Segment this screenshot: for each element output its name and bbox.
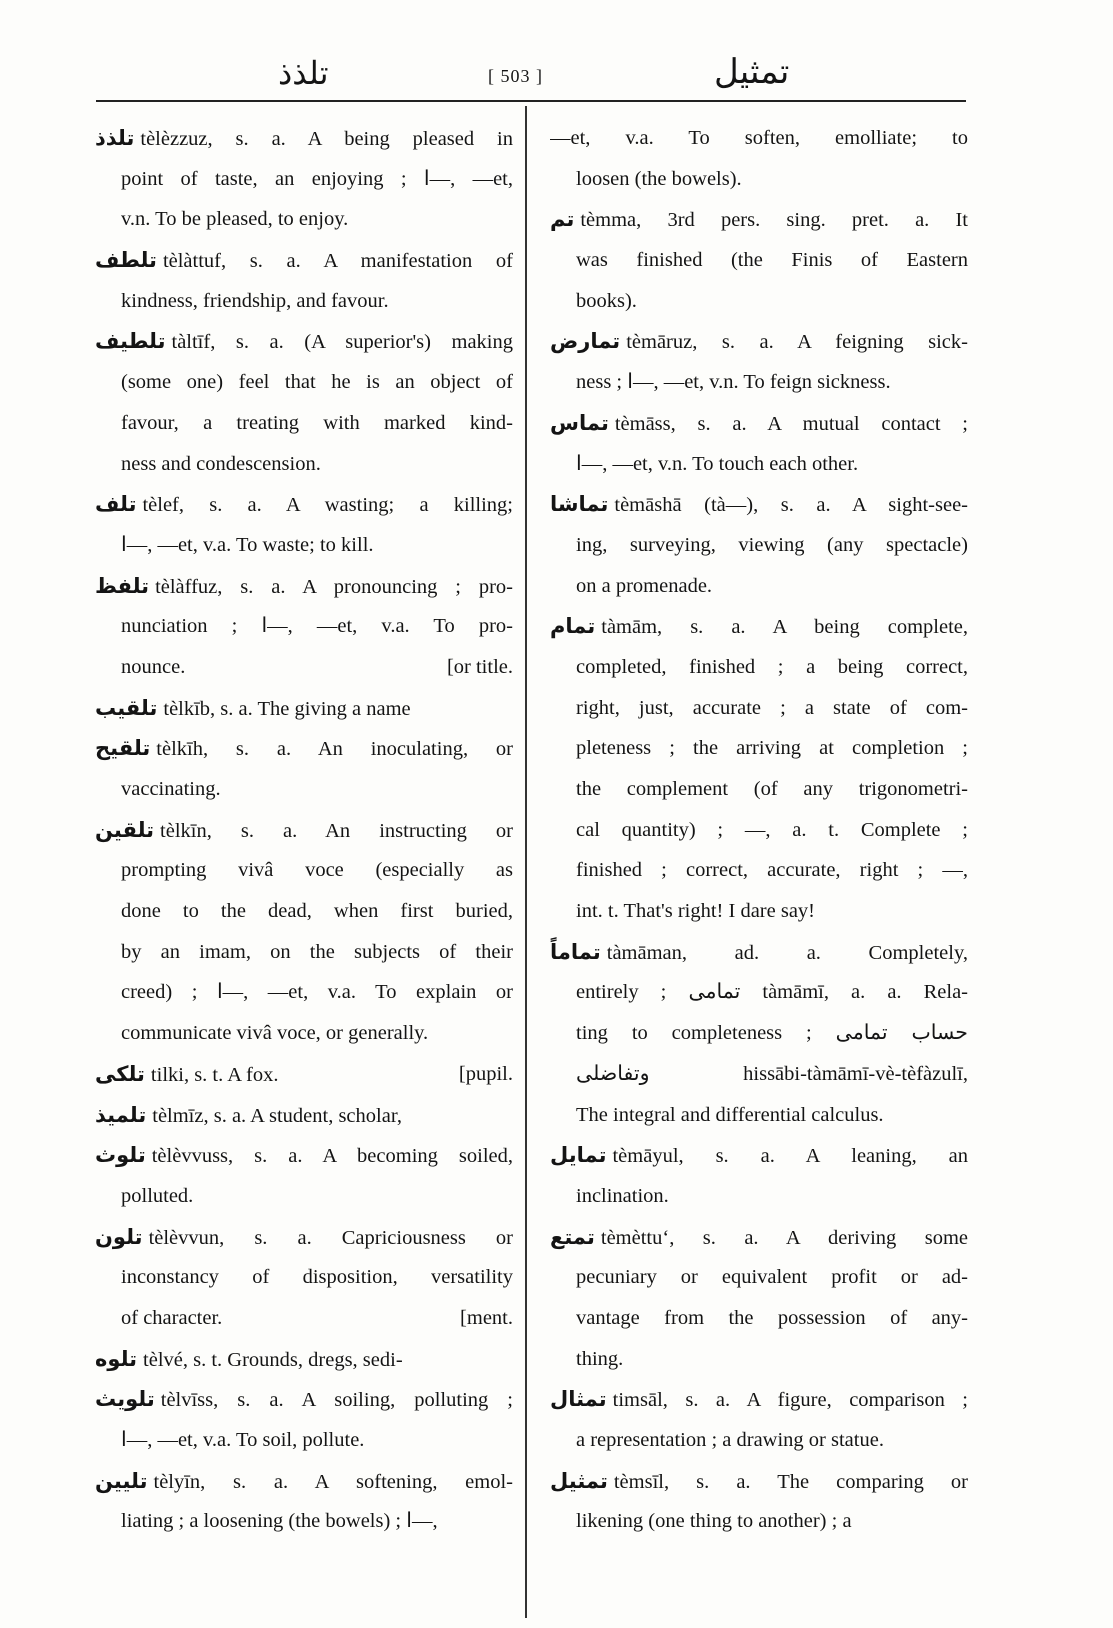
arabic-headword: تلقيح xyxy=(95,736,151,761)
arabic-headword: تلطيف xyxy=(95,329,166,354)
dictionary-entry xyxy=(550,1461,968,1542)
entry-text: tèlvīss, s. a. A soiling, polluting ; xyxy=(160,1389,513,1412)
dictionary-entry xyxy=(95,688,513,729)
entry-first-line xyxy=(550,1135,968,1176)
dictionary-entry xyxy=(95,1054,513,1095)
column-divider xyxy=(525,106,527,1618)
left-column xyxy=(95,118,513,1542)
entry-text: v.n. To be pleased, to enjoy. xyxy=(121,208,349,231)
entry-text: tèlèzzuz, s. a. A being pleased in xyxy=(140,128,513,150)
arabic-headword: تلطف xyxy=(95,248,157,273)
entry-text: pecuniary or equivalent profit or ad- xyxy=(576,1266,968,1289)
entry-text: was finished (the Finis of Eastern xyxy=(576,249,968,272)
right-column xyxy=(550,118,968,1542)
arabic-headword: تلوث xyxy=(95,1143,146,1168)
entry-text: loosen (the bowels). xyxy=(576,167,742,190)
entry-text: ا—, —et, v.n. To touch each other. xyxy=(576,452,859,475)
entry-text: ing, surveying, viewing (any spectacle) xyxy=(576,533,968,556)
arabic-headword: تليين xyxy=(95,1468,148,1493)
entry-text: finished ; correct, accurate, right ; —, xyxy=(576,859,968,882)
header-right-word: تمثيل xyxy=(714,54,790,91)
catchword: [pupil. xyxy=(458,1062,513,1085)
entry-continuation-line xyxy=(95,1013,513,1054)
entry-text: (some one) feel that he is an object of xyxy=(121,371,513,394)
entry-continuation-line xyxy=(95,606,513,647)
catchword: [ment. xyxy=(460,1306,513,1329)
entry-first-line xyxy=(95,1461,513,1502)
entry-text: ness ; ا—, —et, v.n. To feign sickness. xyxy=(576,371,891,394)
entry-continuation-line xyxy=(95,1501,513,1542)
arabic-headword: تلميذ xyxy=(95,1102,147,1127)
entry-continuation-line xyxy=(95,850,513,891)
entry-text: entirely ; تمامى tàmāmī, a. a. Rela- xyxy=(576,981,968,1004)
entry-first-line xyxy=(95,728,513,769)
entry-text: vaccinating. xyxy=(121,778,221,800)
entry-continuation-line xyxy=(550,1298,968,1339)
entry-text: tèlkīh, s. a. An inoculating, or xyxy=(156,738,513,761)
dictionary-entry xyxy=(550,321,968,402)
entry-text: thing. xyxy=(576,1347,624,1370)
entry-first-line xyxy=(550,403,968,444)
arabic-headword: تم xyxy=(550,207,575,232)
entry-text: cal quantity) ; —, a. t. Complete ; xyxy=(576,818,968,841)
entry-continuation-line xyxy=(95,647,513,688)
entry-text: tèmāss, s. a. A mutual contact ; xyxy=(614,412,968,435)
entry-continuation-line xyxy=(95,769,513,810)
arabic-headword: تمتع xyxy=(550,1224,595,1249)
entry-first-line xyxy=(550,321,968,362)
dictionary-entry xyxy=(550,932,968,1135)
dictionary-entry xyxy=(550,484,968,606)
entry-text: —et, v.a. To soften, emolliate; to xyxy=(550,127,968,149)
entry-text: tèmsīl, s. a. The comparing or xyxy=(613,1470,968,1493)
arabic-headword: تلذذ xyxy=(95,126,135,150)
entry-text: by an imam, on the subjects of their xyxy=(121,940,513,963)
entry-continuation-line xyxy=(550,1013,968,1054)
entry-text: on a promenade. xyxy=(576,574,713,597)
arabic-headword: تلقين xyxy=(95,817,155,842)
entry-first-line xyxy=(95,1095,513,1136)
arabic-headword: تماماً xyxy=(550,939,601,964)
entry-text: of character. xyxy=(121,1306,223,1329)
entry-text: tèlàffuz, s. a. A pronouncing ; pro- xyxy=(155,575,513,598)
entry-text: nounce. xyxy=(121,655,186,678)
entry-continuation-line xyxy=(550,810,968,851)
entry-first-line xyxy=(95,118,513,159)
entry-continuation-line xyxy=(550,1339,968,1380)
dictionary-entry xyxy=(95,1135,513,1216)
arabic-headword: تلف xyxy=(95,492,137,517)
entry-text: tèlef, s. a. A wasting; a killing; xyxy=(142,494,513,517)
dictionary-entry xyxy=(95,728,513,809)
arabic-headword: تماس xyxy=(550,410,609,435)
dictionary-entry xyxy=(95,1095,513,1136)
entry-text: tèlàttuf, s. a. A manifestation of xyxy=(162,250,513,273)
dictionary-entry xyxy=(95,1339,513,1380)
entry-text: communicate vivâ voce, or generally. xyxy=(121,1022,429,1045)
arabic-headword: تماشا xyxy=(550,492,609,517)
entry-continuation-line xyxy=(550,240,968,281)
entry-first-line xyxy=(550,118,968,159)
entry-text: ting to completeness ; حساب تمامى xyxy=(576,1022,968,1045)
entry-continuation-line xyxy=(550,281,968,322)
arabic-headword: تلفظ xyxy=(95,573,150,598)
arabic-headword: تلويث xyxy=(95,1387,155,1412)
arabic-headword: تلوه xyxy=(95,1346,138,1371)
entry-text: timsāl, s. a. A figure, comparison ; xyxy=(612,1389,968,1412)
dictionary-entry xyxy=(95,1461,513,1542)
dictionary-entry xyxy=(95,566,513,688)
entry-text: tàltīf, s. a. (A superior's) making xyxy=(171,331,513,354)
entry-first-line xyxy=(550,199,968,240)
entry-text: tèlèvvun, s. a. Capriciousness or xyxy=(148,1226,513,1249)
entry-continuation-line xyxy=(95,1257,513,1298)
dictionary-entry xyxy=(550,606,968,932)
arabic-headword: تلكى xyxy=(95,1061,145,1086)
entry-continuation-line xyxy=(95,362,513,403)
entry-text: done to the dead, when first buried, xyxy=(121,900,513,923)
dictionary-entry xyxy=(95,1217,513,1339)
entry-text: the complement (of any trigonometri- xyxy=(576,778,968,800)
entry-text: vantage from the possession of any- xyxy=(576,1306,968,1329)
entry-text: prompting vivâ voce (especially as xyxy=(121,859,513,882)
entry-text: ness and condescension. xyxy=(121,452,321,475)
entry-continuation-line xyxy=(550,444,968,485)
entry-continuation-line xyxy=(95,403,513,444)
entry-text: favour, a treating with marked kind- xyxy=(121,411,513,434)
entry-text: int. t. That's right! I dare say! xyxy=(576,900,816,923)
dictionary-entry xyxy=(550,199,968,321)
entry-text: tèmāruz, s. a. A feigning sick- xyxy=(626,331,968,354)
entry-text: tilki, s. t. A fox. xyxy=(150,1063,279,1086)
entry-continuation-line xyxy=(550,728,968,769)
entry-text: liating ; a loosening (the bowels) ; ا—, xyxy=(121,1510,438,1533)
dictionary-entry xyxy=(95,321,513,484)
arabic-headword: تمايل xyxy=(550,1143,607,1168)
entry-text: ا—, —et, v.a. To soil, pollute. xyxy=(121,1429,365,1451)
entry-continuation-line xyxy=(95,1176,513,1217)
dictionary-entry xyxy=(95,1379,513,1460)
entry-first-line xyxy=(95,688,513,729)
entry-continuation-line xyxy=(95,199,513,240)
entry-first-line xyxy=(95,1135,513,1176)
entry-text: completed, finished ; a being correct, xyxy=(576,655,968,678)
entry-text: tèlkīn, s. a. An instructing or xyxy=(160,819,513,842)
entry-text: point of taste, an enjoying ; ا—, —et, xyxy=(121,167,513,190)
arabic-headword: تلون xyxy=(95,1224,143,1249)
entry-text: tèlèvvuss, s. a. A becoming soiled, xyxy=(151,1145,513,1168)
entry-text: tèmāshā (tà—), s. a. A sight-see- xyxy=(614,494,968,517)
arabic-headword: تمارض xyxy=(550,329,621,354)
entry-text: tèlvé, s. t. Grounds, dregs, sedi- xyxy=(143,1348,403,1371)
entry-first-line xyxy=(550,932,968,973)
entry-first-line xyxy=(550,1379,968,1420)
dictionary-entry xyxy=(550,118,968,199)
entry-text: inclination. xyxy=(576,1184,669,1207)
arabic-headword: تمثال xyxy=(550,1387,607,1412)
entry-text: tèmèttu‘, s. a. A deriving some xyxy=(600,1226,968,1249)
entry-first-line xyxy=(550,606,968,647)
entry-text: likening (one thing to another) ; a xyxy=(576,1510,852,1533)
entry-first-line xyxy=(95,321,513,362)
dictionary-entry xyxy=(95,118,513,240)
entry-continuation-line xyxy=(550,1054,968,1095)
entry-first-line xyxy=(550,484,968,525)
dictionary-entry xyxy=(550,1379,968,1460)
entry-continuation-line xyxy=(550,850,968,891)
entry-first-line xyxy=(95,566,513,607)
dictionary-entry xyxy=(95,484,513,565)
entry-first-line xyxy=(95,240,513,281)
entry-text: tèmma, 3rd pers. sing. pret. a. It xyxy=(580,209,968,232)
arabic-headword: تلقيب xyxy=(95,695,158,720)
entry-first-line xyxy=(95,484,513,525)
entry-continuation-line xyxy=(550,1257,968,1298)
entry-continuation-line xyxy=(550,362,968,403)
entry-continuation-line xyxy=(550,1095,968,1136)
dictionary-entry xyxy=(550,1217,968,1380)
entry-continuation-line xyxy=(95,1298,513,1339)
entry-first-line xyxy=(550,1461,968,1502)
entry-text: a representation ; a drawing or statue. xyxy=(576,1429,884,1451)
entry-continuation-line xyxy=(550,972,968,1013)
dictionary-entry xyxy=(95,240,513,321)
header-left-word: تلذذ xyxy=(278,55,329,91)
entry-text: ا—, —et, v.a. To waste; to kill. xyxy=(121,533,374,556)
entry-text: books). xyxy=(576,289,637,312)
entry-text: tàmāman, ad. a. Completely, xyxy=(606,941,968,964)
dictionary-entry xyxy=(550,1135,968,1216)
page-header xyxy=(0,0,1113,108)
entry-continuation-line xyxy=(550,769,968,810)
entry-continuation-line xyxy=(550,1176,968,1217)
entry-continuation-line xyxy=(95,159,513,200)
entry-text: polluted. xyxy=(121,1184,194,1207)
arabic-headword: تمام xyxy=(550,614,596,639)
entry-text: The integral and differential calculus. xyxy=(576,1103,884,1126)
entry-text: right, just, accurate ; a state of com- xyxy=(576,696,968,719)
entry-text: tàmām, s. a. A being complete, xyxy=(601,616,968,639)
entry-text: tèlmīz, s. a. A student, scholar, xyxy=(152,1104,402,1127)
entry-first-line xyxy=(95,1379,513,1420)
entry-continuation-line xyxy=(550,525,968,566)
entry-continuation-line xyxy=(550,647,968,688)
entry-text: tèlkīb, s. a. The giving a name xyxy=(163,697,411,720)
entry-continuation-line xyxy=(550,566,968,607)
entry-continuation-line xyxy=(95,281,513,322)
entry-first-line xyxy=(95,810,513,851)
entry-text: nunciation ; ا—, —et, v.a. To pro- xyxy=(121,615,513,638)
entry-continuation-line xyxy=(550,1501,968,1542)
entry-text: وتفاضلى hissābi-tàmāmī-vè-tèfàzulī, xyxy=(576,1062,968,1085)
entry-continuation-line xyxy=(95,1420,513,1461)
dictionary-entry xyxy=(95,810,513,1054)
entry-continuation-line xyxy=(95,444,513,485)
entry-continuation-line xyxy=(95,525,513,566)
entry-text: tèlyīn, s. a. A softening, emol- xyxy=(153,1470,513,1493)
entry-continuation-line xyxy=(550,688,968,729)
entry-continuation-line xyxy=(95,891,513,932)
entry-text: creed) ; ا—, —et, v.a. To explain or xyxy=(121,981,513,1004)
entry-text: inconstancy of disposition, versatility xyxy=(121,1266,513,1289)
entry-text: tèmāyul, s. a. A leaning, an xyxy=(612,1145,968,1168)
entry-first-line xyxy=(95,1339,513,1380)
page-number: [ 503 ] xyxy=(488,66,543,86)
entry-first-line xyxy=(550,1217,968,1258)
entry-continuation-line xyxy=(550,159,968,200)
entry-continuation-line xyxy=(550,891,968,932)
entry-continuation-line xyxy=(550,1420,968,1461)
arabic-headword: تمثيل xyxy=(550,1468,608,1493)
catchword: [or title. xyxy=(446,655,513,678)
entry-first-line xyxy=(95,1217,513,1258)
entry-text: pleteness ; the arriving at completion ; xyxy=(576,737,968,760)
header-rule xyxy=(96,100,966,102)
dictionary-entry xyxy=(550,403,968,484)
entry-continuation-line xyxy=(95,932,513,973)
entry-text: kindness, friendship, and favour. xyxy=(121,289,389,312)
entry-first-line xyxy=(95,1054,513,1095)
entry-continuation-line xyxy=(95,972,513,1013)
